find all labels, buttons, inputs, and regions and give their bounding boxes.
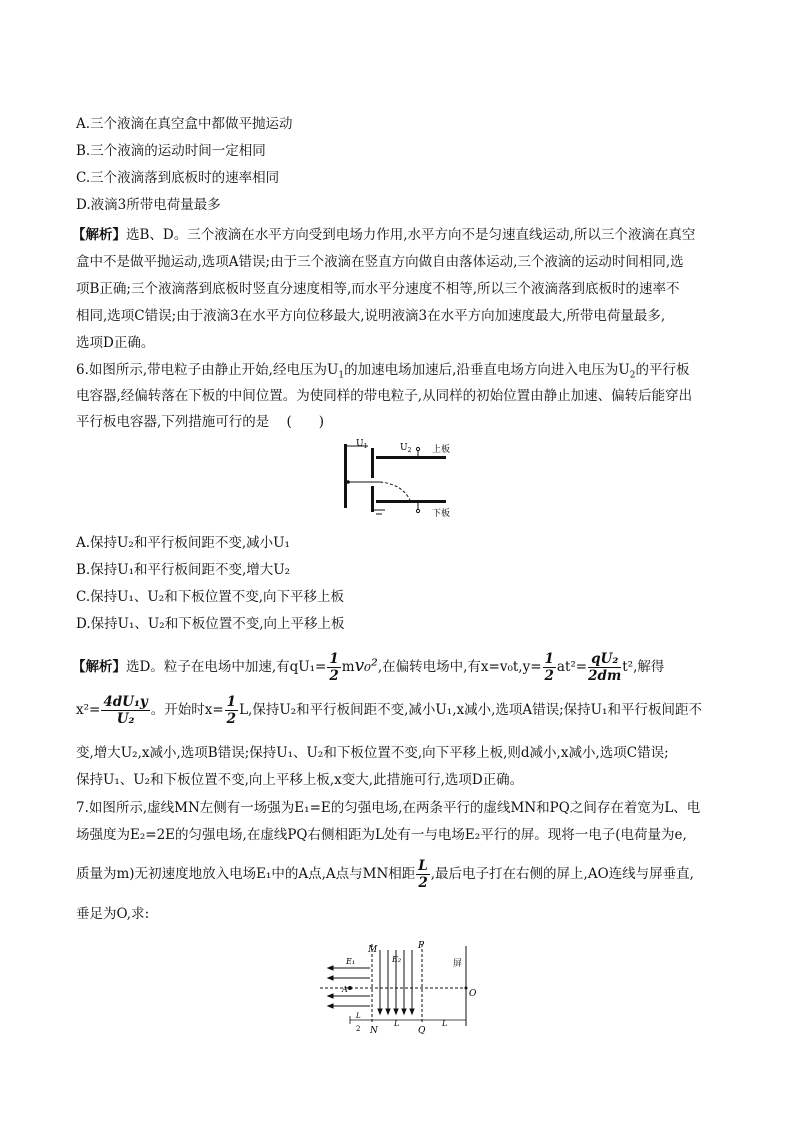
accelerating-plate-left [344,444,347,508]
q7-stem-line-3: 质量为m)无初速度地放入电场E₁中的A点,A点与MN相距 $\frac{L}{2}$ ,最后电子打在右侧的屏上,AO连线与屏垂直, [76,858,694,891]
svg-text:O: O [469,989,477,999]
q6-option-b: B.保持U₁和平行板间距不变,增大U₂ [76,562,291,578]
q5-option-a: A.三个液滴在真空盒中都做平抛运动 [76,116,293,132]
svg-text:M: M [368,945,378,955]
fraction-one-half: $\frac{1}{2}$ [329,651,339,684]
q6-stem-line-1: 6.如图所示,带电粒子由静止开始,经电压为$U_1$的加速电场加速后,沿垂直电场方向进入电压为$U_2$的平行板 [76,362,690,381]
q5-analysis-line-1: 【解析】选B、D。三个液滴在水平方向受到电场力作用,水平方向不是匀速直线运动,所以三个液滴在真空 [72,227,696,243]
q5-analysis-line-5: 选项D正确。 [76,335,155,351]
q6-analysis-line-2: x²= $\frac{\text{4dU₁y}}{\text{U₂}}$ 。开始时x= $\frac{1}{2}$ L,保持U₂和平行板间距不变,减小U₁,x减小,选项A错误;保持U₁和平行板间距不 [76,694,702,727]
svg-text:屏: 屏 [453,959,463,969]
q5-analysis-line-4: 相同,选项C错误;由于液滴3在水平方向位移最大,说明液滴3在水平方向加速度最大,所带电荷量最多, [76,308,666,324]
accelerating-plate-right-bottom [371,486,374,512]
svg-text:Q: Q [418,1026,426,1034]
svg-text:2: 2 [356,1025,361,1033]
q6-option-d: D.保持U₁、U₂和下板位置不变,向上平移上板 [76,616,345,632]
svg-text:E₂: E₂ [392,955,402,964]
q7-field-figure [316,936,486,1034]
label-u1: $U_1$ [356,439,368,450]
q6-capacitor-figure [340,438,460,520]
particle-trajectory [380,482,410,500]
q6-analysis-line-1: 【解析】选D。粒子在电场中加速,有qU₁= $\frac{1}{2}$ m𝑣₀²,在偏转电场中,有x=v₀t,y= $\frac{1}{2}$ at²= $\frac{\text{qU₂}}{2dm}$ t²,解得 [72,651,665,684]
q5-option-c: C.三个液滴落到底板时的速率相同 [76,170,280,186]
point-o [465,987,468,990]
q7-stem-line-2: 场强度为E₂=2E的匀强电场,在虚线PQ右侧相距为L处有一与电场E₂平行的屏。现将一电子(电荷量为e, [76,827,687,843]
q6-option-a: A.保持U₂和平行板间距不变,减小U₁ [76,535,290,551]
q6-stem-line-3: 平行板电容器,下列措施可行的是 ( ) [76,414,325,430]
svg-text:L: L [394,1019,400,1028]
q6-option-c: C.保持U₁、U₂和下板位置不变,向下平移上板 [76,589,345,605]
label-bottom-plate: 下板 [432,509,451,519]
q6-stem-line-2: 电容器,经偏转落在下板的中间位置。为使同样的带电粒子,从同样的初始位置由静止加速、偏转后能穿出 [76,388,693,404]
fraction-qU2-2dm: $\frac{\text{qU₂}}{2dm}$ [588,651,622,684]
fraction-4dU1y-U2: $\frac{\text{4dU₁y}}{\text{U₂}}$ [103,694,148,727]
point-a [348,986,352,990]
svg-text:L: L [356,1012,361,1020]
q5-option-b: B.三个液滴的运动时间一定相同 [76,143,266,159]
svg-text:A: A [342,985,348,994]
svg-text:P: P [418,941,425,951]
analysis-tag: 【解析】 [72,227,126,243]
accelerating-plate-right-top [371,448,374,478]
label-u2: $U_2$ [400,443,412,454]
label-top-plate: 上板 [432,445,451,455]
svg-text:N: N [370,1026,378,1034]
q6-analysis-line-4: 保持U₁、U₂和下板位置不变,向上平移上板,x变大,此措施可行,选项D正确。 [76,772,524,788]
svg-text:E₁: E₁ [346,957,356,966]
q5-option-d: D.液滴3所带电荷量最多 [76,197,221,213]
q5-analysis-line-2: 盒中不是做平抛运动,选项A错误;由于三个液滴在竖直方向做自由落体运动,三个液滴的运动时间相同,选 [76,254,684,270]
svg-text:L: L [442,1019,448,1028]
fraction-L-2: $\frac{L}{2}$ [418,858,428,891]
q6-analysis-line-3: 变,增大U₂,x减小,选项B错误;保持U₁、U₂和下板位置不变,向下平移上板,则d减小,x减小,选项C错误; [76,745,669,761]
lower-plate [376,500,446,503]
upper-plate [376,456,446,459]
q5-analysis-line-3: 项B正确;三个液滴落到底板时竖直分速度相等,而水平分速度不相等,所以三个液滴落到底板时的速率不 [76,281,680,297]
q7-stem-line-4: 垂足为O,求: [76,906,150,922]
q7-stem-line-1: 7.如图所示,虚线MN左侧有一场强为E₁=E的匀强电场,在两条平行的虚线MN和PQ之间存在着宽为L、电 [76,800,701,816]
